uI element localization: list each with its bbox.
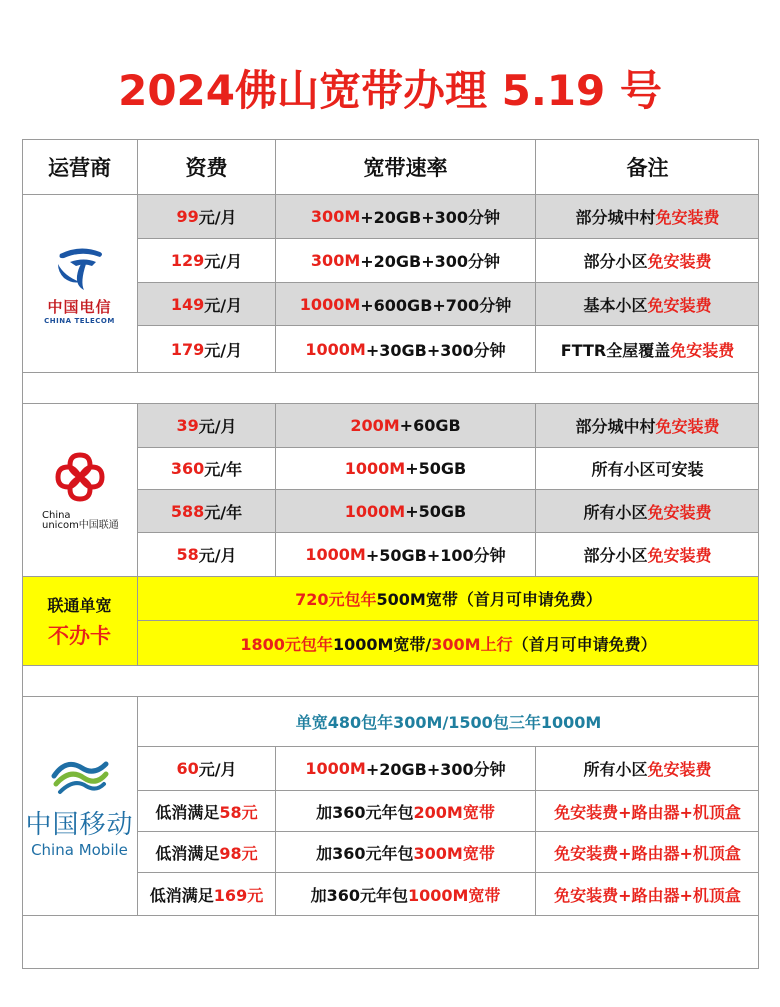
note-text: 所有小区可安装: [591, 460, 704, 479]
table-row: [138, 239, 759, 283]
mobile-banner: 单宽480包年300M/1500包三年1000M: [295, 713, 602, 732]
speed-value: 1000M宽带: [407, 885, 501, 905]
speed-value: 300M: [310, 251, 361, 270]
telecom-rows: [138, 195, 759, 372]
mobile-logo-cn: 中国移动: [25, 809, 134, 840]
note-highlight: 免安装费: [655, 208, 720, 227]
header-fee: 资费: [138, 139, 276, 194]
mobile-rows: [138, 697, 759, 915]
mobile-logo-en: China Mobile: [31, 840, 128, 859]
section-spacer: [22, 373, 759, 404]
unicom-rows: [138, 404, 759, 576]
mobile-group: [22, 697, 759, 916]
note-text: 所有小区: [583, 502, 648, 522]
mobile-logo: [22, 697, 138, 915]
header-speed: 宽带速率: [276, 139, 536, 194]
table-row: [138, 747, 759, 791]
fee-value: 129: [170, 251, 205, 270]
fee-unit: 元/月: [204, 295, 243, 315]
speed-value: 200M: [350, 416, 400, 435]
unicom-single-group: [22, 577, 759, 666]
china-unicom-knot-icon: [52, 449, 108, 505]
note-highlight: 免安装费+路由器+机顶盒: [554, 802, 741, 822]
note-text: 基本小区: [583, 295, 648, 315]
fee-value: 169元: [213, 885, 264, 905]
fee-unit: 元/月: [198, 417, 237, 436]
table-row: [138, 283, 759, 326]
fee-unit: 元/月: [198, 208, 237, 227]
section-spacer: [22, 666, 759, 697]
speed-extra: +50GB: [405, 459, 467, 478]
fee-value: 39: [176, 416, 199, 435]
table-row: [138, 621, 759, 665]
speed-value: 300M宽带: [413, 843, 495, 863]
fee-value: 179: [170, 339, 205, 359]
table-header: [22, 139, 759, 195]
fee-unit: 元/月: [198, 546, 237, 565]
telecom-logo: [22, 195, 138, 372]
speed-value: 1000M: [299, 294, 361, 314]
unicom-single-label: [22, 577, 138, 665]
note-highlight: 免安装费+路由器+机顶盒: [554, 843, 741, 863]
unicom-single-label-line1: 联通单宽: [47, 595, 112, 615]
speed-extra: +20GB+300分钟: [360, 208, 501, 227]
table-row: [138, 533, 759, 576]
fee-prefix: 低消满足: [155, 802, 220, 822]
table-row: [138, 490, 759, 533]
fee-value: 60: [176, 759, 199, 778]
table-row: [138, 791, 759, 832]
unicom-single-label-line2: 不办卡: [48, 623, 111, 648]
table-row: [138, 404, 759, 448]
speed-extra: +20GB+300分钟: [365, 760, 506, 779]
china-mobile-icon: [48, 754, 112, 798]
speed-extra: +50GB+100分钟: [365, 546, 506, 565]
note-text: 部分城中村: [575, 208, 656, 227]
fee-value: 58元: [219, 802, 258, 822]
table-row: [138, 448, 759, 490]
note-highlight: 免安装费: [670, 340, 735, 360]
unicom-group: [22, 404, 759, 577]
note-highlight: 免安装费: [647, 760, 712, 779]
fee-prefix: 低消满足: [155, 843, 220, 863]
speed-prefix: 加360元年包: [316, 802, 414, 822]
unicom-logo-line2: unicom中国联通: [42, 520, 119, 531]
note-text: 部分小区: [583, 546, 648, 565]
fee-unit: 元/月: [198, 760, 237, 779]
speed-extra: +600GB+700分钟: [360, 295, 512, 315]
single-upload-2: 300M上行: [431, 634, 513, 654]
fee-value: 99: [176, 207, 199, 226]
telecom-logo-cn: 中国电信: [47, 298, 112, 316]
single-price-2: 1800元包年: [240, 634, 333, 654]
telecom-logo-en: CHINA TELECOM: [44, 317, 115, 325]
speed-value: 200M宽带: [413, 802, 495, 822]
speed-extra: +20GB+300分钟: [360, 252, 501, 271]
fee-value: 58: [176, 545, 199, 564]
note-highlight: 免安装费: [647, 546, 712, 565]
speed-value: 1000M: [305, 545, 366, 564]
unicom-single-rows: [138, 577, 759, 665]
note-highlight: 免安装费: [655, 417, 720, 436]
fee-value: 360: [170, 459, 205, 478]
speed-extra: +30GB+300分钟: [365, 340, 506, 360]
note-text: 部分城中村: [575, 417, 656, 436]
speed-value: 1000M: [305, 339, 366, 359]
table-row: [138, 577, 759, 621]
telecom-group: [22, 195, 759, 373]
table-row: [138, 326, 759, 372]
single-price-1: 720元包年: [295, 590, 377, 609]
unicom-logo-line1: China: [42, 510, 71, 521]
note-text: 部分小区: [583, 252, 648, 271]
header-carrier: 运营商: [22, 139, 138, 194]
note-highlight: 免安装费+路由器+机顶盒: [554, 885, 741, 905]
table-row: [138, 697, 759, 747]
speed-prefix: 加360元年包: [316, 843, 414, 863]
fee-value: 98元: [219, 843, 258, 863]
speed-prefix: 加360元年包: [310, 885, 408, 905]
broadband-table: [22, 139, 759, 970]
fee-value: 149: [170, 294, 205, 314]
china-telecom-icon: [50, 242, 110, 296]
speed-extra: +60GB: [399, 416, 461, 435]
note-text: 所有小区: [583, 760, 648, 779]
single-desc-2b: （首月可申请免费）: [512, 634, 657, 654]
speed-value: 300M: [310, 207, 361, 226]
fee-prefix: 低消满足: [149, 885, 214, 905]
unicom-logo: [22, 404, 138, 576]
speed-value: 1000M: [344, 459, 406, 478]
table-row: [138, 873, 759, 915]
fee-unit: 元/月: [204, 252, 243, 271]
table-row: [138, 195, 759, 239]
fee-value: 588: [170, 501, 205, 521]
note-highlight: 免安装费: [647, 502, 712, 522]
speed-value: 1000M: [344, 501, 406, 521]
note-highlight: 免安装费: [647, 252, 712, 271]
single-desc-1: 500M宽带（首月可申请免费）: [376, 590, 602, 609]
table-row: [138, 832, 759, 873]
fee-unit: 元/年: [204, 460, 243, 479]
note-highlight: 免安装费: [647, 295, 712, 315]
header-note: 备注: [626, 155, 669, 180]
fee-unit: 元/月: [204, 340, 243, 360]
note-text: FTTR全屋覆盖: [560, 340, 671, 360]
fee-unit: 元/年: [204, 502, 243, 522]
single-desc-2a: 1000M宽带/: [332, 634, 432, 654]
page-title: 2024佛山宽带办理 5.19 号: [118, 66, 662, 115]
table-footer-blank: [22, 916, 759, 970]
speed-extra: +50GB: [405, 501, 467, 521]
speed-value: 1000M: [305, 759, 366, 778]
